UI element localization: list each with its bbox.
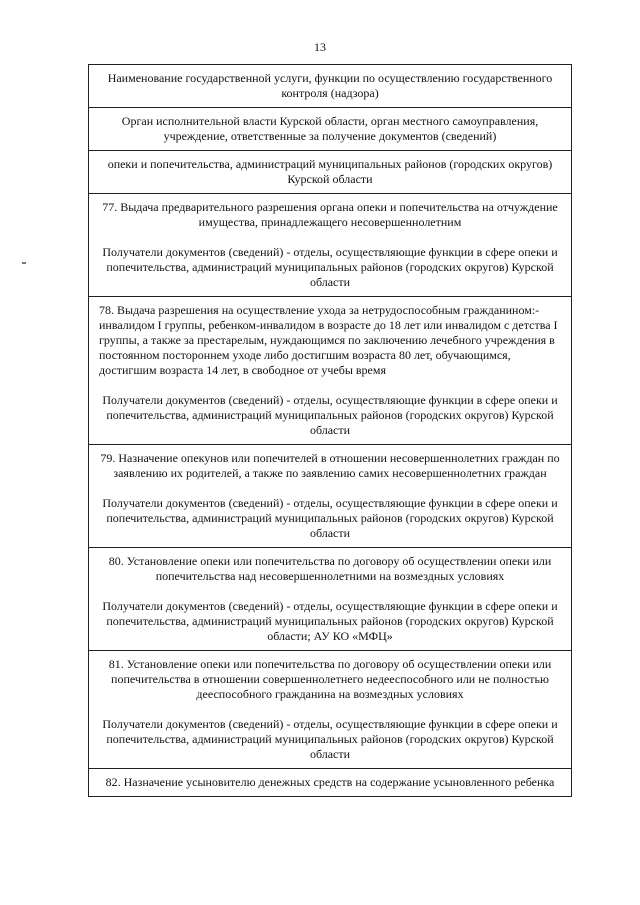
service-recipient: Получатели документов (сведений) - отделы, осуществляющие функции в сфере опеки и попечительства, администраций муниципальных районов (городских округов) Курской области	[102, 717, 558, 761]
table-header-service-name	[89, 65, 571, 107]
service-recipient: Получатели документов (сведений) - отделы, осуществляющие функции в сфере опеки и попечительства, администраций муниципальных районов (городских округов) Курской области	[102, 245, 558, 289]
scan-mark	[22, 262, 26, 264]
service-row-77	[89, 193, 571, 296]
service-title: 79. Назначение опекунов или попечителей в отношении несовершеннолетних граждан по заявлению их родителей, а также по заявлению самих несовершеннолетних граждан	[100, 451, 560, 480]
service-recipient: Получатели документов (сведений) - отделы, осуществляющие функции в сфере опеки и попечительства, администраций муниципальных районов (городских округов) Курской области; АУ КО «МФЦ»	[102, 599, 558, 643]
service-title: 81. Установление опеки или попечительства по договору об осуществлении опеки или попечительства в отношении совершеннолетнего недееспособного или не полностью дееспособного гражданина на возмездных условиях	[108, 657, 552, 701]
service-row-78	[89, 296, 571, 444]
services-table	[88, 64, 572, 797]
service-title: 80. Установление опеки или попечительства по договору об осуществлении опеки или попечительства над несовершеннолетними на возмездных условиях	[108, 554, 552, 583]
service-title: 77. Выдача предварительного разрешения органа опеки и попечительства на отчуждение имущества, принадлежащего несовершеннолетним	[102, 200, 558, 229]
service-recipient: Получатели документов (сведений) - отделы, осуществляющие функции в сфере опеки и попечительства, администраций муниципальных районов (городских округов) Курской области	[102, 393, 558, 437]
service-row-81	[89, 650, 571, 768]
service-recipient: Получатели документов (сведений) - отделы, осуществляющие функции в сфере опеки и попечительства, администраций муниципальных районов (городских округов) Курской области	[102, 496, 558, 540]
service-row-79	[89, 444, 571, 547]
service-row-82	[89, 768, 571, 796]
table-header-recipient-continuation	[89, 150, 571, 193]
recipient-continuation: опеки и попечительства, администраций муниципальных районов (городских округов) Курской области	[107, 157, 553, 186]
service-title: 78. Выдача разрешения на осуществление ухода за нетрудоспособным гражданином:-инвалидом I группы, ребенком-инвалидом в возрасте до 18 лет или инвалидом с детства I группы, а также за престарелым, нуждающимся по заключению лечебного учреждения в постоянном постороннем уходе либо достигшим возраста 80 лет, обучающимся, достигшим возраста 14 лет, в свободное от учебы время	[99, 303, 558, 377]
page-number: 13	[314, 40, 326, 54]
service-row-80	[89, 547, 571, 650]
service-title: 82. Назначение усыновителю денежных средств на содержание усыновленного ребенка	[105, 775, 555, 789]
service-name-heading: Наименование государственной услуги, функции по осуществлению государственного контроля (надзора)	[107, 71, 553, 100]
table-header-recipient	[89, 107, 571, 150]
recipient-heading: Орган исполнительной власти Курской области, орган местного самоуправления, учреждение, ответственные за получение документов (сведений)	[121, 114, 539, 143]
